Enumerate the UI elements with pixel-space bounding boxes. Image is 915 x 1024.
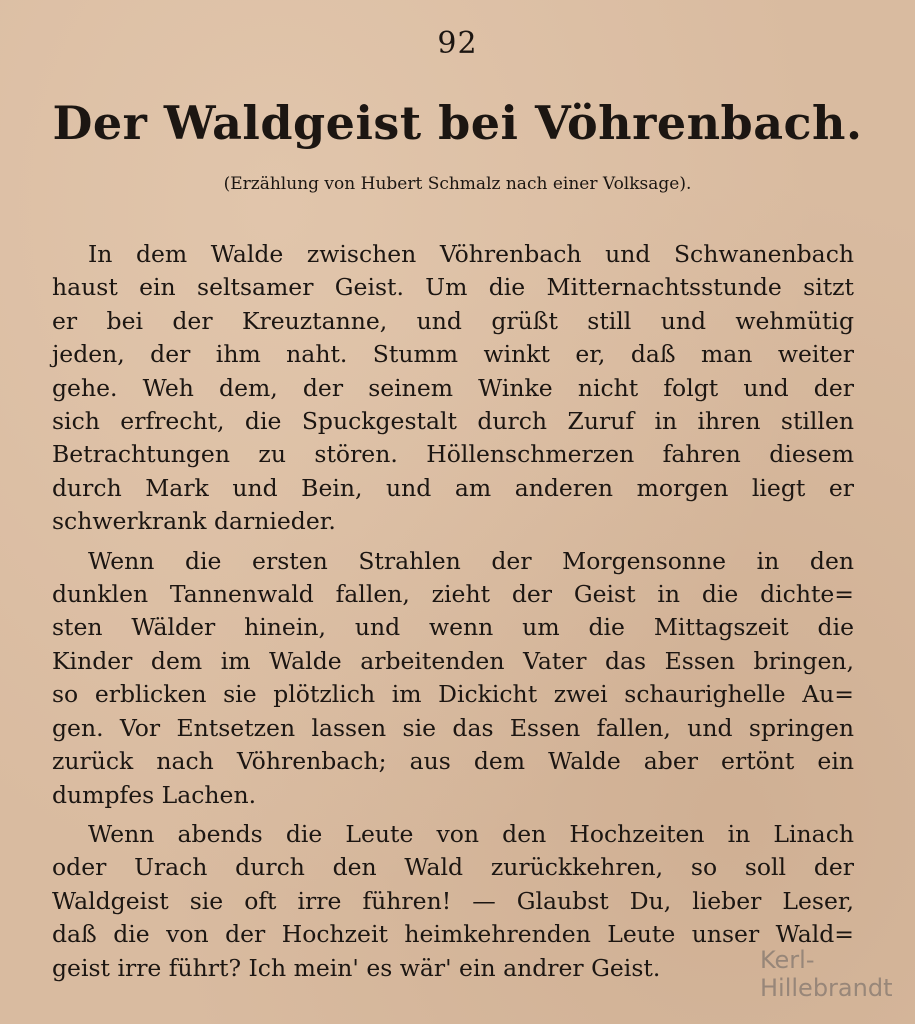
text-line: so erblicken sie plötzlich im Dickicht zwei schaurighelle Au= [52,680,854,709]
text-line: In dem Walde zwischen Vöhrenbach und Schwanenbach [88,240,854,268]
text-line: gehe. Weh dem, der seinem Winke nicht folgt und der [52,373,854,402]
text-line: Kinder dem im Walde arbeitenden Vater das Essen bringen, [52,646,854,675]
text-line: er bei der Kreuztanne, und grüßt still und wehmütig [52,306,854,335]
text-line: Wenn abends die Leute von den Hochzeiten in Linach [88,819,854,848]
text-line: schwerkrank darnieder. [52,507,336,536]
text-line: dunklen Tannenwald fallen, zieht der Geist in die dichte= [52,580,854,609]
story-body [52,238,854,985]
text-line: haust ein seltsamer Geist. Um die Mitternachtsstunde sitzt [52,273,854,302]
text-line: jeden, der ihm naht. Stumm winkt er, daß man weiter [52,340,854,369]
page-number: 92 [437,26,478,61]
text-line: Waldgeist sie oft irre führen! — Glaubst Du, lieber Leser, [52,886,854,915]
text-line: Betrachtungen zu stören. Höllenschmerzen fahren diesem [52,440,854,469]
text-line: Wenn die ersten Strahlen der Morgensonne in den [88,546,854,575]
text-line: durch Mark und Bein, und am anderen morgen liegt er [52,473,854,502]
text-line: sten Wälder hinein, und wenn um die Mittagszeit die [52,613,854,642]
paragraph-2 [52,545,854,812]
text-line: oder Urach durch den Wald zurückkehren, so soll der [52,853,854,882]
story-subtitle: (Erzählung von Hubert Schmalz nach einer Volksage). [223,174,692,194]
story-title: Der Waldgeist bei Vöhrenbach. [52,96,863,150]
text-line: daß die von der Hochzeit heimkehrenden Leute unser Wald= [52,920,854,949]
watermark: Kerl-Hillebrandt [760,946,893,1002]
text-line: zurück nach Vöhrenbach; aus dem Walde aber ertönt ein [52,747,854,776]
text-line: dumpfes Lachen. [52,780,257,809]
paragraph-3 [52,818,854,985]
text-line: gen. Vor Entsetzen lassen sie das Essen fallen, und springen [52,713,854,742]
text-line: sich erfrecht, die Spuckgestalt durch Zuruf in ihren stillen [52,407,854,436]
paragraph-1 [52,238,854,539]
text-line: geist irre führt? Ich mein' es wär' ein andrer Geist. [52,953,661,982]
